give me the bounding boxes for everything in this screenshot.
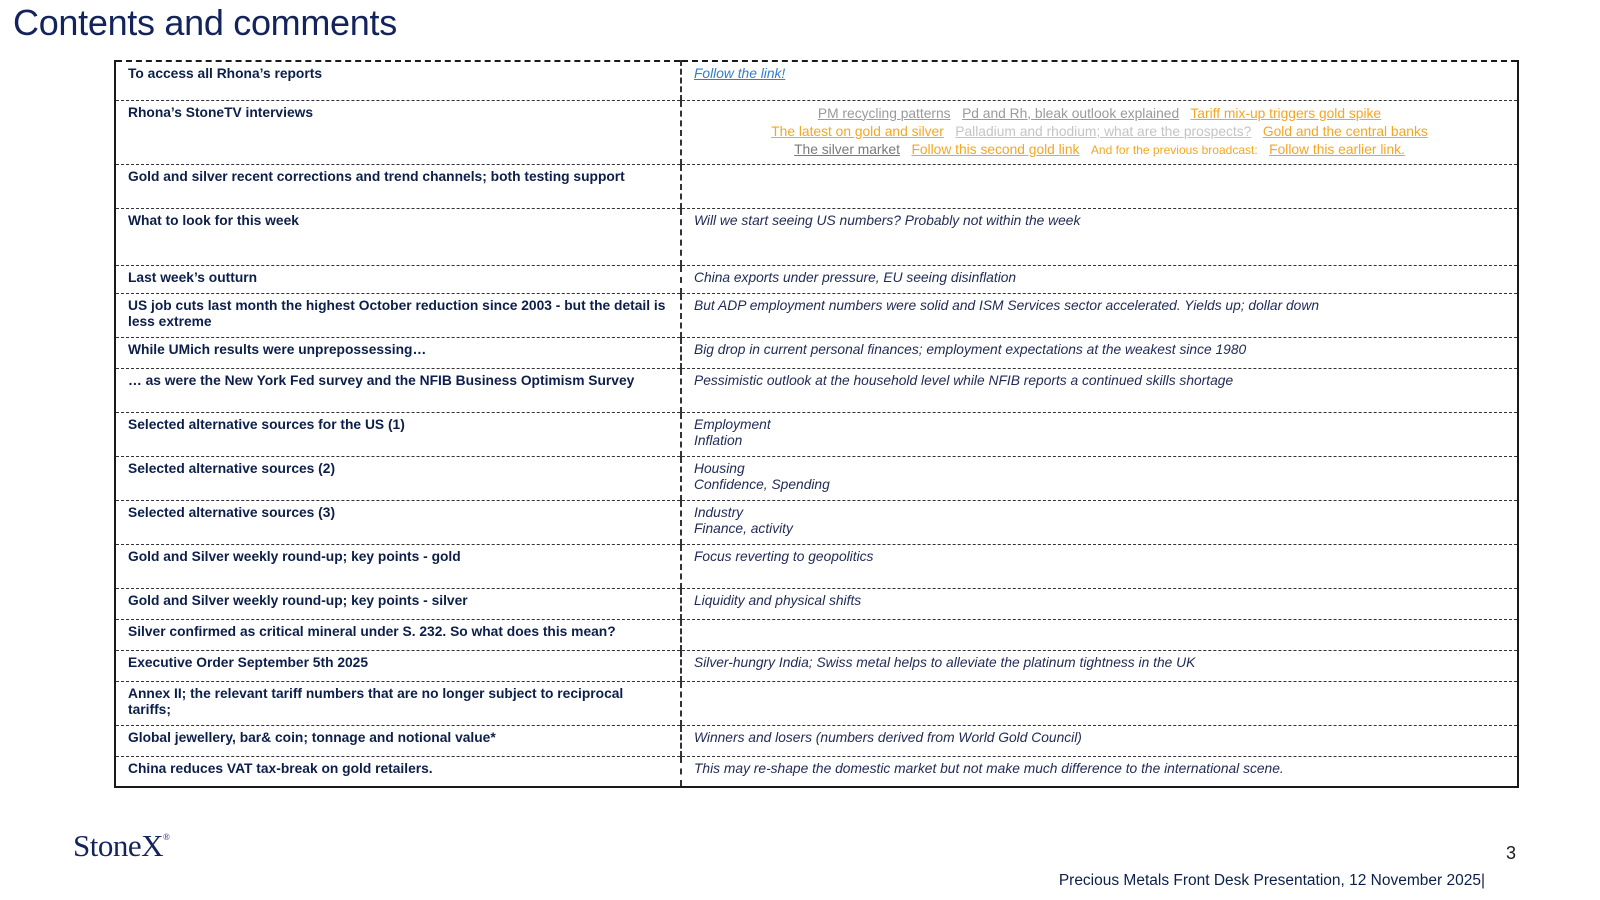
comment-cell: But ADP employment numbers were solid and ISM Services sector accelerated. Yields up; dollar down: [681, 293, 1518, 337]
table-row: [115, 619, 1518, 650]
table-row: [115, 412, 1518, 456]
table-row: [115, 500, 1518, 544]
comment-line: Industry: [694, 504, 744, 520]
topic-cell: Executive Order September 5th 2025: [115, 650, 681, 681]
stonetv-links-line: [694, 105, 1505, 123]
topic-cell: While UMich results were unprepossessing…: [115, 337, 681, 368]
topic-cell: Silver confirmed as critical mineral under S. 232. So what does this mean?: [115, 619, 681, 650]
stonetv-link[interactable]: Tariff mix-up triggers gold spike: [1190, 105, 1382, 121]
stonetv-links-line: [694, 123, 1505, 141]
comment-cell: [681, 500, 1518, 544]
page-title: Contents and comments: [13, 2, 397, 43]
topic-cell: Gold and Silver weekly round-up; key points - gold: [115, 544, 681, 588]
topic-cell: Selected alternative sources (2): [115, 456, 681, 500]
comment-cell: [681, 412, 1518, 456]
table-row: [115, 368, 1518, 412]
comment-cell: Liquidity and physical shifts: [681, 588, 1518, 619]
comment-cell: [681, 619, 1518, 650]
table-row: [115, 681, 1518, 725]
topic-cell: US job cuts last month the highest October reduction since 2003 - but the detail is less extreme: [115, 293, 681, 337]
stonetv-links-cell: [681, 100, 1518, 164]
stonetv-link[interactable]: Palladium and rhodium; what are the prospects?: [955, 123, 1252, 139]
table-row: [115, 265, 1518, 293]
comment-cell: [681, 456, 1518, 500]
topic-cell: Gold and Silver weekly round-up; key points - silver: [115, 588, 681, 619]
comment-line: Housing: [694, 460, 745, 476]
comment-line: Confidence, Spending: [694, 477, 830, 492]
stonetv-link[interactable]: Gold and the central banks: [1262, 123, 1428, 139]
topic-cell: Rhona’s StoneTV interviews: [115, 100, 681, 164]
reports-link[interactable]: Follow the link!: [694, 66, 786, 81]
table-row: [115, 208, 1518, 265]
stonetv-link[interactable]: PM recycling patterns: [817, 105, 951, 121]
topic-cell: Global jewellery, bar& coin; tonnage and notional value*: [115, 725, 681, 756]
comment-cell: Silver-hungry India; Swiss metal helps to alleviate the platinum tightness in the UK: [681, 650, 1518, 681]
topic-cell: Last week’s outturn: [115, 265, 681, 293]
table-row: [115, 61, 1518, 100]
stonex-logo: [73, 828, 169, 864]
table-row: [115, 650, 1518, 681]
comment-cell: [681, 681, 1518, 725]
stonetv-link[interactable]: The latest on gold and silver: [771, 123, 944, 139]
brand-name: StoneX: [73, 828, 163, 863]
comment-cell: Winners and losers (numbers derived from World Gold Council): [681, 725, 1518, 756]
table-row: [115, 544, 1518, 588]
table-row: [115, 164, 1518, 208]
presentation-footer: Precious Metals Front Desk Presentation, 12 November 2025|: [1058, 872, 1485, 889]
table-row: [115, 100, 1518, 164]
comment-line: Finance, activity: [694, 521, 793, 536]
comment-cell: Pessimistic outlook at the household level while NFIB reports a continued skills shortage: [681, 368, 1518, 412]
stonetv-link[interactable]: Pd and Rh, bleak outlook explained: [962, 105, 1180, 121]
comment-cell: Focus reverting to geopolitics: [681, 544, 1518, 588]
comment-line: Inflation: [694, 433, 743, 448]
stonetv-link[interactable]: Follow this second gold link: [911, 141, 1080, 157]
contents-table: [114, 60, 1519, 788]
stonetv-note: And for the previous broadcast:: [1090, 142, 1258, 157]
table-row: [115, 588, 1518, 619]
topic-cell: What to look for this week: [115, 208, 681, 265]
table-row: [115, 456, 1518, 500]
registered-mark: ®: [163, 832, 170, 842]
comment-cell: Will we start seeing US numbers? Probably not within the week: [681, 208, 1518, 265]
topic-cell: To access all Rhona’s reports: [115, 61, 681, 100]
table-row: [115, 337, 1518, 368]
stonetv-link[interactable]: The silver market: [794, 141, 900, 157]
topic-cell: Selected alternative sources (3): [115, 500, 681, 544]
table-row: [115, 756, 1518, 787]
comment-cell: [681, 61, 1518, 100]
topic-cell: Annex II; the relevant tariff numbers that are no longer subject to reciprocal tariffs;: [115, 681, 681, 725]
comment-cell: Big drop in current personal finances; employment expectations at the weakest since 1980: [681, 337, 1518, 368]
comment-cell: China exports under pressure, EU seeing disinflation: [681, 265, 1518, 293]
topic-cell: China reduces VAT tax-break on gold retailers.: [115, 756, 681, 787]
comment-cell: This may re-shape the domestic market but not make much difference to the international scene.: [681, 756, 1518, 787]
stonetv-links-line: [694, 141, 1505, 159]
comment-cell: [681, 164, 1518, 208]
table-row: [115, 293, 1518, 337]
comment-line: Employment: [694, 416, 771, 432]
stonetv-link[interactable]: Follow this earlier link.: [1269, 141, 1405, 157]
topic-cell: Selected alternative sources for the US (1): [115, 412, 681, 456]
table-row: [115, 725, 1518, 756]
topic-cell: Gold and silver recent corrections and trend channels; both testing support: [115, 164, 681, 208]
topic-cell: … as were the New York Fed survey and the NFIB Business Optimism Survey: [115, 368, 681, 412]
page-number: 3: [1506, 843, 1517, 863]
